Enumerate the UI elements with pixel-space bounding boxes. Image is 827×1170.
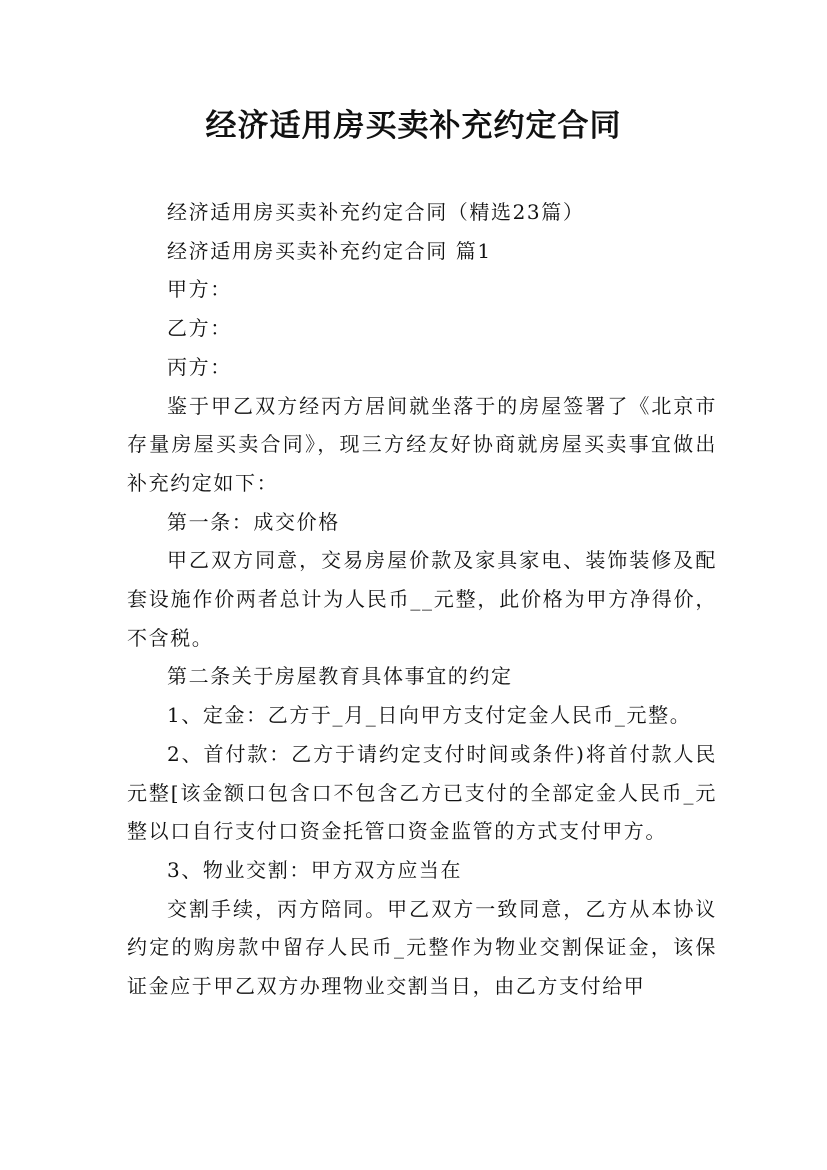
document-title: 经济适用房买卖补充约定合同 (205, 108, 622, 144)
paragraph: 3、物业交割：甲方双方应当在 (167, 857, 463, 882)
paragraph: 丙方： (167, 354, 232, 379)
paragraph: 交割手续，丙方陪同。甲乙双方一致同意，乙方从本协议约定的购房款中留存人民币_元整作为物业交割保证金，该保证金应于甲乙双方办理物业交割当日，由乙方支付给甲 (127, 896, 717, 999)
paragraph: 鉴于甲乙双方经丙方居间就坐落于的房屋签署了《北京市存量房屋买卖合同》，现三方经友好协商就房屋买卖事宜做出补充约定如下： (127, 393, 717, 495)
paragraph: 2、首付款：乙方于请约定支付时间或条件)将首付款人民元整[该金额口包含口不包含乙方已支付的全部定金人民币_元整以口自行支付口资金托管口资金监管的方式支付甲方。 (127, 741, 717, 844)
paragraph: 经济适用房买卖补充约定合同（精选23篇） (167, 200, 585, 224)
document-body (127, 193, 717, 1006)
paragraph: 经济适用房买卖补充约定合同 篇1 (167, 238, 492, 263)
paragraph: 第一条：成交价格 (167, 509, 340, 534)
paragraph: 第二条关于房屋教育具体事宜的约定 (167, 664, 513, 689)
paragraph: 乙方： (167, 316, 232, 341)
paragraph: 甲方： (167, 277, 232, 302)
paragraph: 1、定金：乙方于_月_日向甲方支付定金人民币_元整。 (167, 703, 692, 728)
paragraph: 甲乙双方同意，交易房屋价款及家具家电、装饰装修及配套设施作价两者总计为人民币__元整，此价格为甲方净得价，不含税。 (127, 548, 717, 650)
